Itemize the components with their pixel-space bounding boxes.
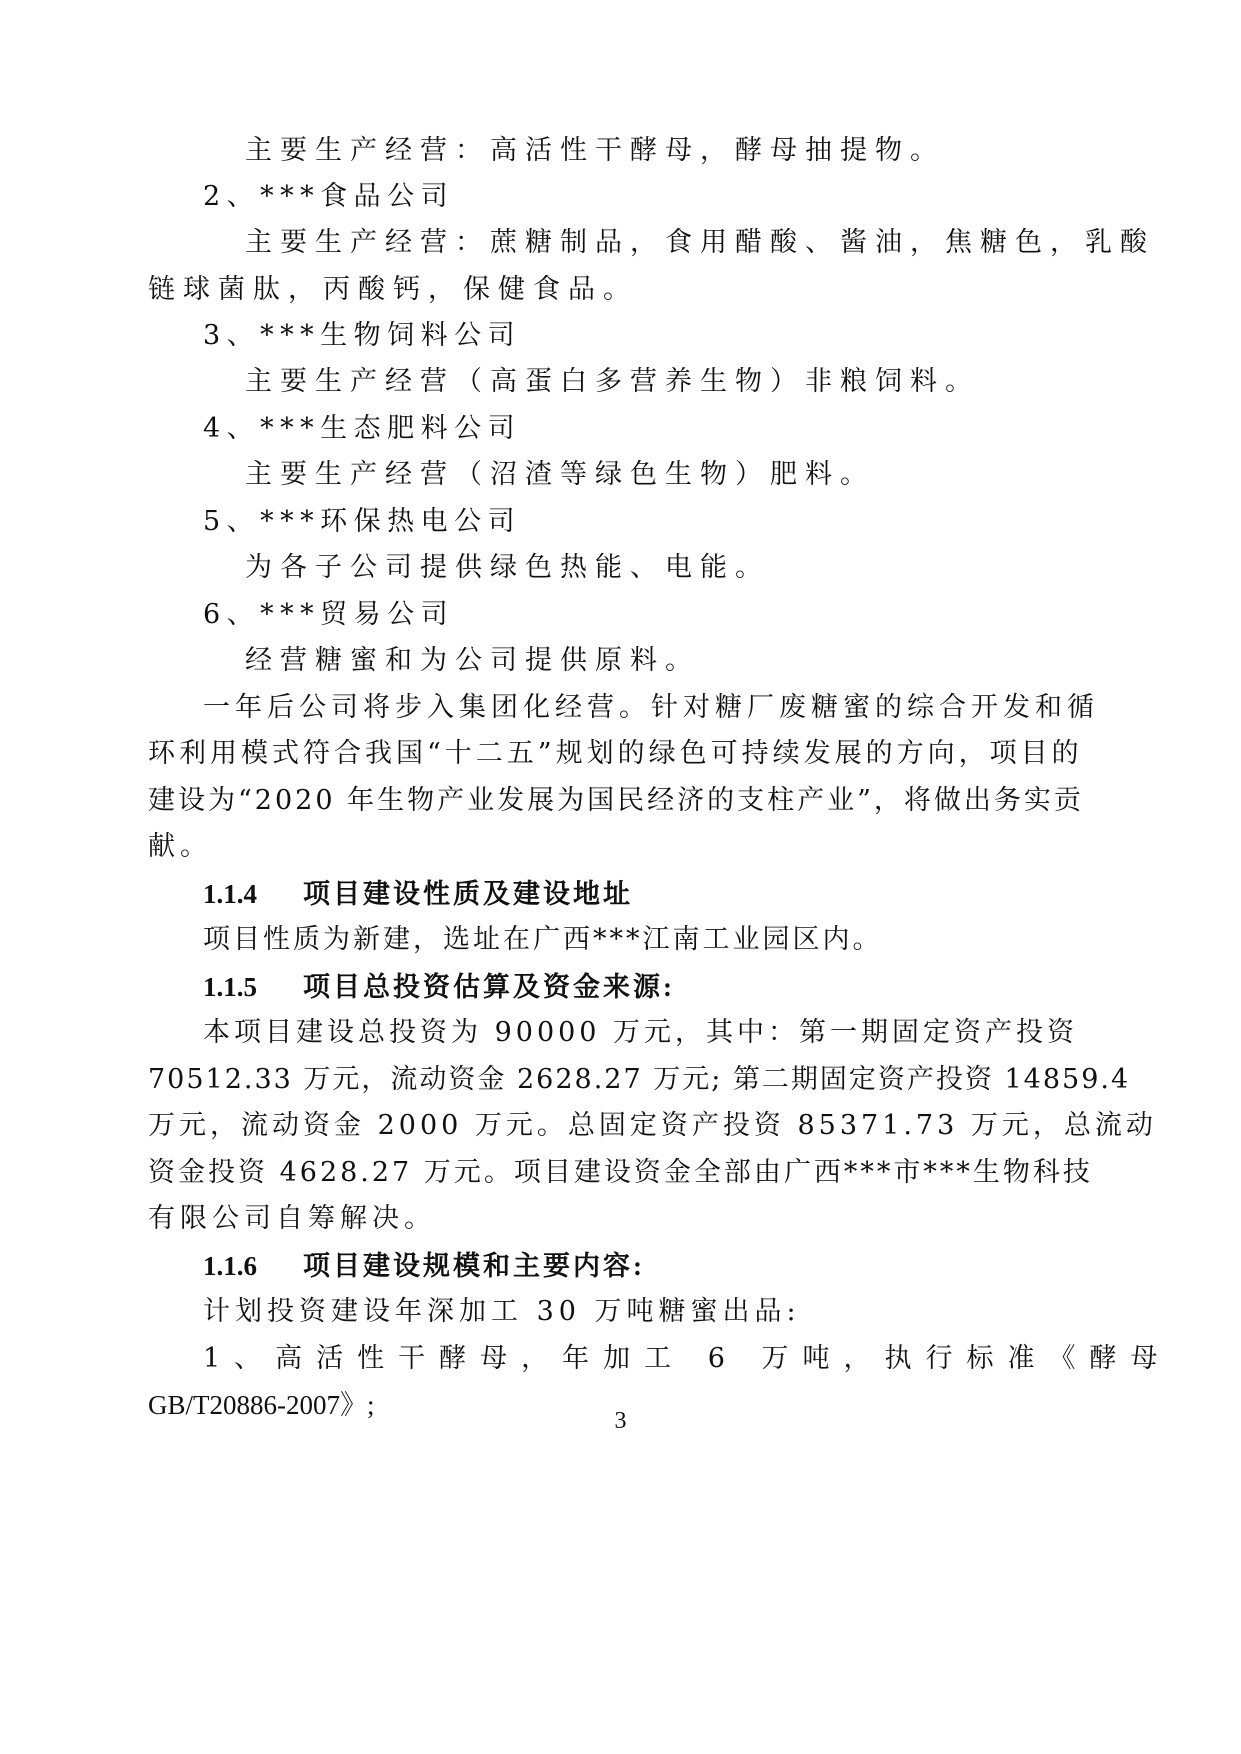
section-heading-1-1-4 <box>0 876 1241 912</box>
paragraph-line: 主要生产经营（高蛋白多营养生物）非粮饲料。 <box>245 366 980 397</box>
paragraph-line: 一年后公司将步入集团化经营。针对糖厂废糖蜜的综合开发和循 <box>203 692 1099 723</box>
paragraph-line: 有限公司自筹解决。 <box>148 1203 436 1234</box>
paragraph-line: 1、高活性干酵母，年加工 6 万吨，执行标准《酵母 <box>203 1343 1172 1374</box>
section-number: 1.1.5 <box>203 972 257 1002</box>
paragraph-line: 主要生产经营（沼渣等绿色生物）肥料。 <box>245 459 875 490</box>
paragraph-line: 本项目建设总投资为 90000 万元，其中：第一期固定资产投资 <box>203 1017 1079 1048</box>
paragraph-line: 万元，流动资金 2000 万元。总固定资产投资 85371.73 万元，总流动 <box>148 1110 1157 1141</box>
paragraph-line: 资金投资 4628.27 万元。项目建设资金全部由广西***市***生物科技 <box>148 1157 1093 1188</box>
section-number: 1.1.6 <box>203 1251 257 1281</box>
paragraph-line: 经营糖蜜和为公司提供原料。 <box>245 645 700 676</box>
section-title: 项目建设性质及建设地址 <box>303 879 633 909</box>
list-item-heading: 3、***生物饲料公司 <box>203 320 522 351</box>
list-item-heading: 6、***贸易公司 <box>203 599 455 630</box>
paragraph-line: 主要生产经营：蔗糖制品，食用醋酸、酱油，焦糖色，乳酸 <box>245 227 1155 258</box>
section-number: 1.1.4 <box>203 879 257 909</box>
section-title: 项目总投资估算及资金来源: <box>303 972 675 1002</box>
list-item-heading: 2、***食品公司 <box>203 181 455 212</box>
paragraph-line: GB/T20886-2007》; <box>148 1390 375 1420</box>
paragraph-line: 链球菌肽，丙酸钙，保健食品。 <box>148 274 638 305</box>
page-number: 3 <box>614 1408 627 1434</box>
paragraph-line: 献。 <box>148 831 212 862</box>
list-item-heading: 5、***环保热电公司 <box>203 506 522 537</box>
paragraph-line: 70512.33 万元，流动资金 2628.27 万元; 第二期固定资产投资 14859.4 <box>148 1064 1131 1095</box>
section-heading-1-1-5 <box>0 969 1241 1005</box>
paragraph-line: 为各子公司提供绿色热能、电能。 <box>245 552 770 583</box>
paragraph-line: 计划投资建设年深加工 30 万吨糖蜜出品: <box>203 1296 801 1327</box>
paragraph-line: 主要生产经营：高活性干酵母，酵母抽提物。 <box>245 135 945 166</box>
list-item-heading: 4、***生态肥料公司 <box>203 413 522 444</box>
section-heading-1-1-6 <box>0 1248 1241 1284</box>
paragraph-line: 建设为“2020 年生物产业发展为国民经济的支柱产业”，将做出务实贡 <box>148 785 1084 816</box>
paragraph-line: 项目性质为新建，选址在广西***江南工业园区内。 <box>203 924 883 955</box>
section-title: 项目建设规模和主要内容: <box>303 1251 645 1281</box>
paragraph-line: 环利用模式符合我国“十二五”规划的绿色可持续发展的方向，项目的 <box>148 738 1083 769</box>
